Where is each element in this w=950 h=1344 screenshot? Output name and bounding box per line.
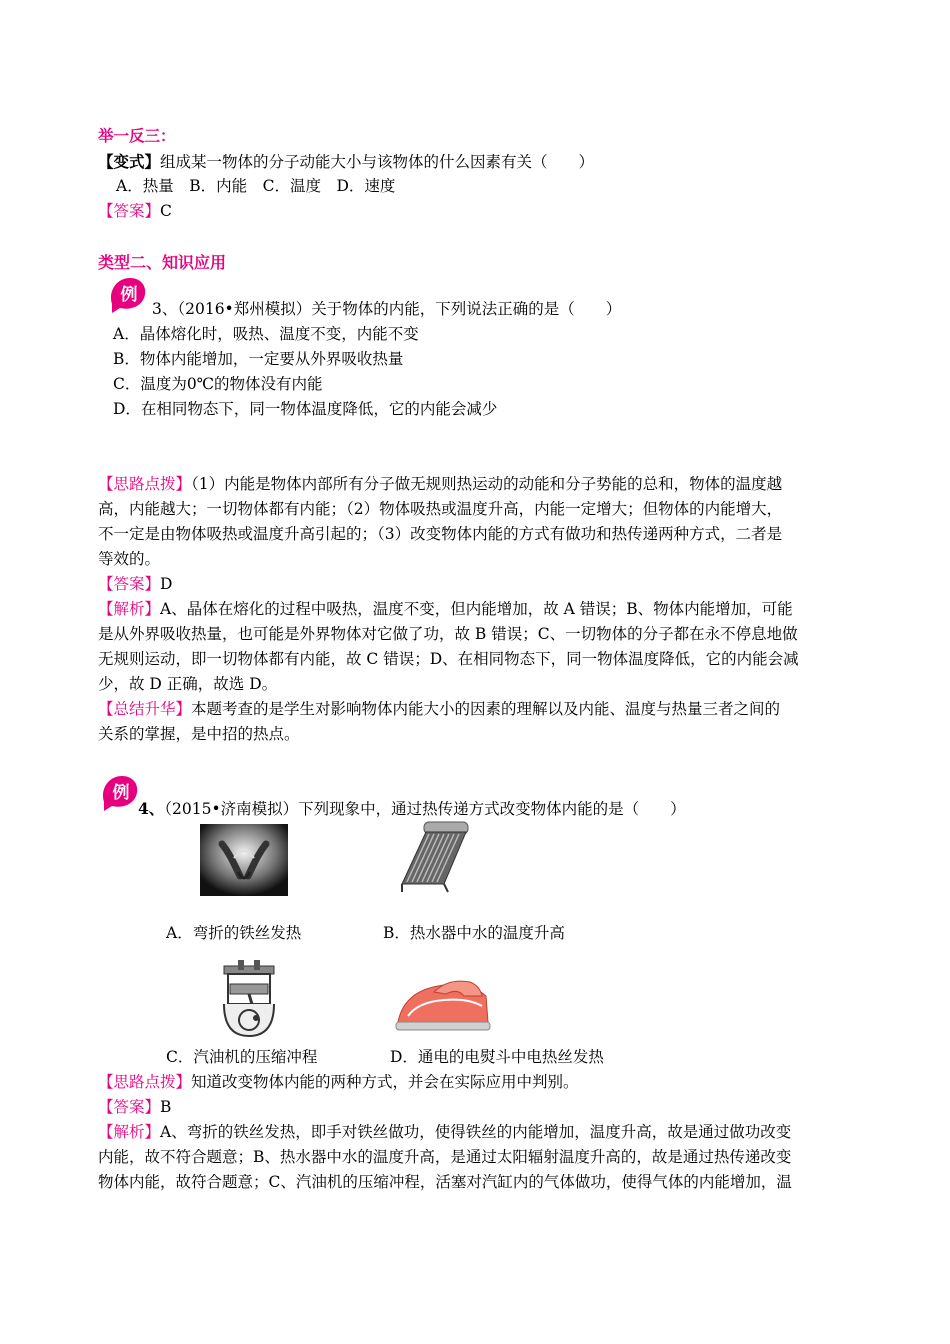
q4-hint [98, 1070, 858, 1095]
answer-text: C [160, 202, 172, 220]
q4-question [138, 796, 898, 822]
variant-text: 组成某一物体的分子动能大小与该物体的什么因素有关（ ） [160, 153, 595, 171]
q4-option-c: C．汽油机的压缩冲程 [166, 1048, 318, 1066]
q4-analysis-line2: 内能，故不符合题意；B、热水器中水的温度升高，是通过太阳辐射温度升高的，故是通过热传递改变 [98, 1148, 792, 1166]
q3-hint-line4: 等效的。 [98, 550, 161, 568]
answer-tag: 【答案】 [98, 202, 161, 220]
q3-question: 3、（2016•郑州模拟）关于物体的内能，下列说法正确的是（ ） [152, 300, 622, 318]
q3-option-c: C．温度为0℃的物体没有内能 [113, 375, 323, 393]
bent-wire-image [200, 824, 288, 896]
q3-analysis-line3: 无规则运动，即一切物体都有内能，故 C 错误；D、在相同物态下，同一物体温度降低，它的内能会减 [98, 650, 799, 668]
q4-option-b: B．热水器中水的温度升高 [383, 924, 565, 942]
answer-tag: 【答案】 [98, 1098, 161, 1116]
example-badge-icon [98, 772, 142, 812]
summary-tag: 【总结升华】 [98, 700, 192, 718]
q4-option-a: A．弯折的铁丝发热 [166, 924, 302, 942]
q3-hint-line3: 不一定是由物体吸热或温度升高引起的；（3）改变物体内能的方式有做功和热传递两种方式，二者是 [98, 525, 783, 543]
q3-hint-line2: 高，内能越大；一切物体都有内能；（2）物体吸热或温度升高，内能一定增大；但物体的内能增大， [98, 500, 783, 518]
analysis-tag: 【解析】 [98, 1123, 161, 1141]
hint-text: 知道改变物体内能的两种方式，并会在实际应用中判别。 [191, 1073, 579, 1091]
answer-tag: 【答案】 [98, 575, 161, 593]
hint-tag: 【思路点拨】 [98, 475, 192, 493]
solar-water-heater-image [396, 820, 470, 894]
q3-analysis-line4: 少，故 D 正确，故选 D。 [98, 675, 278, 693]
q3-analysis-line2: 是从外界吸收热量，也可能是外界物体对它做了功，故 B 错误；C、一切物体的分子都在永不停息地做 [98, 625, 798, 643]
q4-analysis-line1 [98, 1120, 858, 1145]
hint-text: （1）内能是物体内部所有分子做无规则热运动的动能和分子势能的总和，物体的温度越 [191, 475, 783, 493]
example-badge-icon [106, 274, 150, 314]
analysis-tag: 【解析】 [98, 600, 161, 618]
hint-tag: 【思路点拨】 [98, 1073, 192, 1091]
summary-text: 本题考查的是学生对影响物体内能大小的因素的理解以及内能、温度与热量三者之间的 [191, 700, 781, 718]
electric-iron-image [394, 972, 492, 1034]
engine-compression-stroke-image [216, 960, 282, 1040]
q4-option-d: D．通电的电熨斗中电热丝发热 [390, 1048, 604, 1066]
q3-option-b: B．物体内能增加，一定要从外界吸收热量 [113, 350, 404, 368]
section-heading-practice: 举一反三： [98, 127, 176, 145]
variant-options: A．热量 B．内能 C．温度 D．速度 [116, 177, 396, 195]
q3-summary-line1 [98, 697, 858, 722]
analysis-text: A、晶体在熔化的过程中吸热，温度不变，但内能增加，故 A 错误；B、物体内能增加，可能 [160, 600, 793, 618]
answer-text: D [160, 575, 173, 593]
analysis-text: A、弯折的铁丝发热，即手对铁丝做功，使得铁丝的内能增加，温度升高，故是通过做功改变 [160, 1123, 792, 1141]
q3-answer [98, 572, 858, 597]
q4-text: （2015•济南模拟）下列现象中，通过热传递方式改变物体内能的是（ ） [164, 800, 686, 818]
example-badge-char: 例 [112, 783, 130, 803]
q3-analysis-line1 [98, 597, 858, 622]
q3-hint-line1 [98, 472, 858, 497]
q4-number: 4、 [138, 799, 165, 818]
q4-analysis-line3: 物体内能，故符合题意；C、汽油机的压缩冲程，活塞对汽缸内的气体做功，使得气体的内能增加，温 [98, 1173, 792, 1191]
q4-answer [98, 1095, 858, 1120]
answer-text: B [160, 1098, 172, 1116]
example-badge-char: 例 [120, 285, 138, 305]
variant-tag: 【变式】 [98, 152, 161, 171]
q3-summary-line2: 关系的掌握，是中招的热点。 [98, 725, 300, 743]
variant-question [98, 149, 858, 175]
variant-answer [98, 199, 858, 224]
q3-option-a: A．晶体熔化时，吸热、温度不变，内能不变 [113, 325, 419, 343]
q3-option-d: D．在相同物态下，同一物体温度降低，它的内能会减少 [113, 400, 498, 418]
section-heading-application: 类型二、知识应用 [98, 253, 227, 272]
